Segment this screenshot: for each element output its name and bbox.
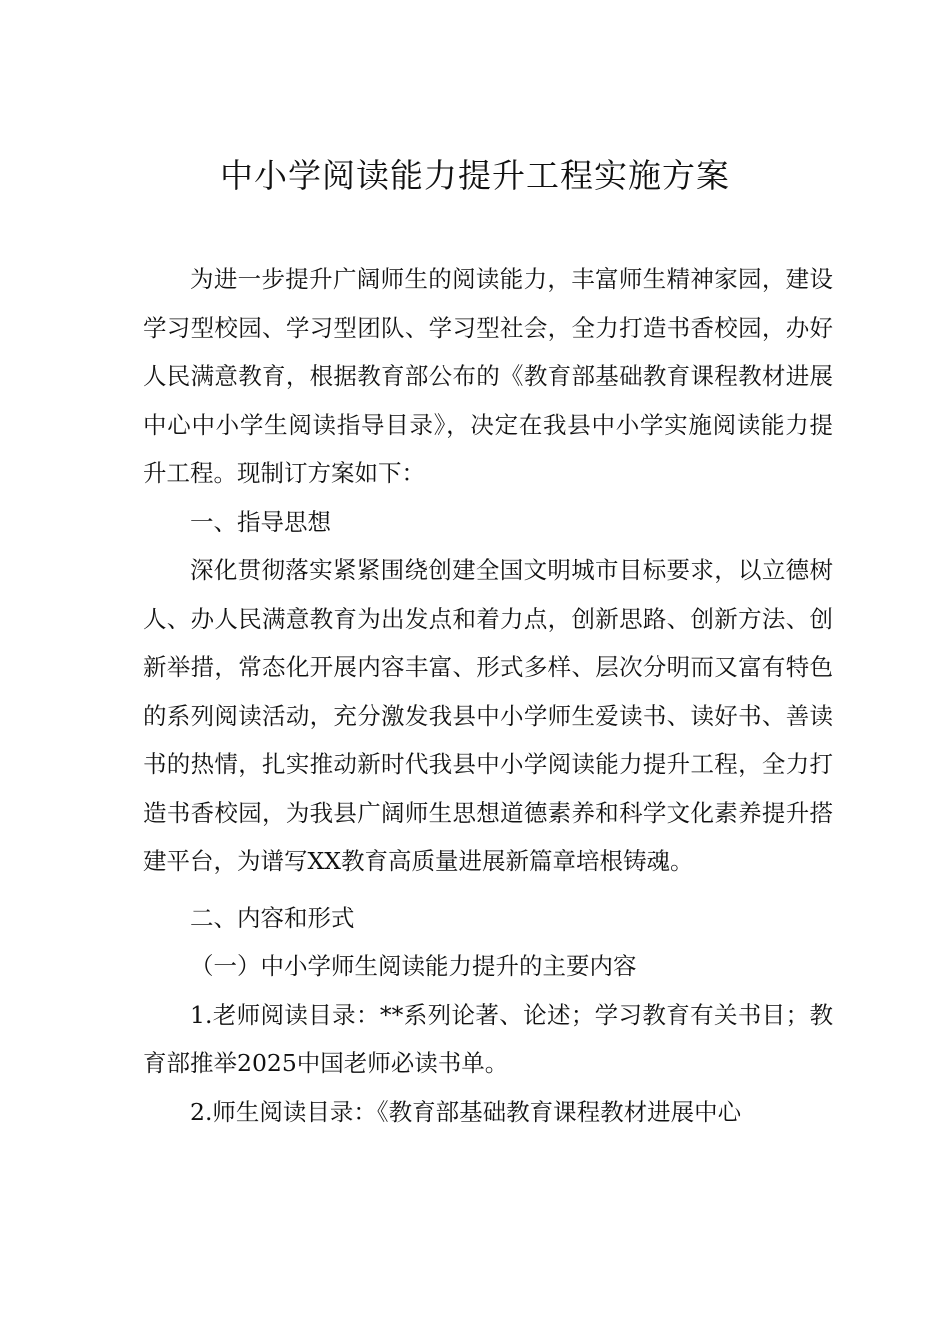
section-2-heading: 二、内容和形式 [190,903,355,932]
item-1-paragraph: 1.老师阅读目录：**系列论著、论述；学习教育有关书目；教育部推举2025中国老师必读书单。 [143,1000,833,1077]
section-1-paragraph: 深化贯彻落实紧紧围绕创建全国文明城市目标要求，以立德树人、办人民满意教育为出发点和着力点，创新思路、创新方法、创新举措，常态化开展内容丰富、形式多样、层次分明而又富有特色的系列阅读活动，充分激发我县中小学师生爱读书、读好书、善读书的热情，扎实推动新时代我县中小学阅读能力提升工程，全力打造书香校园，为我县广阔师生思想道德素养和科学文化素养提升搭建平台，为谱写XX教育高质量进展新篇章培根铸魂。 [143,556,833,875]
item-2-paragraph: 2.师生阅读目录：《教育部基础教育课程教材进展中心 [190,1097,742,1126]
subsection-1-heading: （一）中小学师生阅读能力提升的主要内容 [190,952,637,980]
document-body [143,255,833,1136]
document-title: 中小学阅读能力提升工程实施方案 [220,156,730,195]
intro-paragraph: 为进一步提升广阔师生的阅读能力，丰富师生精神家园，建设学习型校园、学习型团队、学习型社会，全力打造书香校园，办好人民满意教育，根据教育部公布的《教育部基础教育课程教材进展中心中小学生阅读指导目录》，决定在我县中小学实施阅读能力提升工程。现制订方案如下： [143,265,833,487]
section-1-heading: 一、指导思想 [190,507,331,536]
